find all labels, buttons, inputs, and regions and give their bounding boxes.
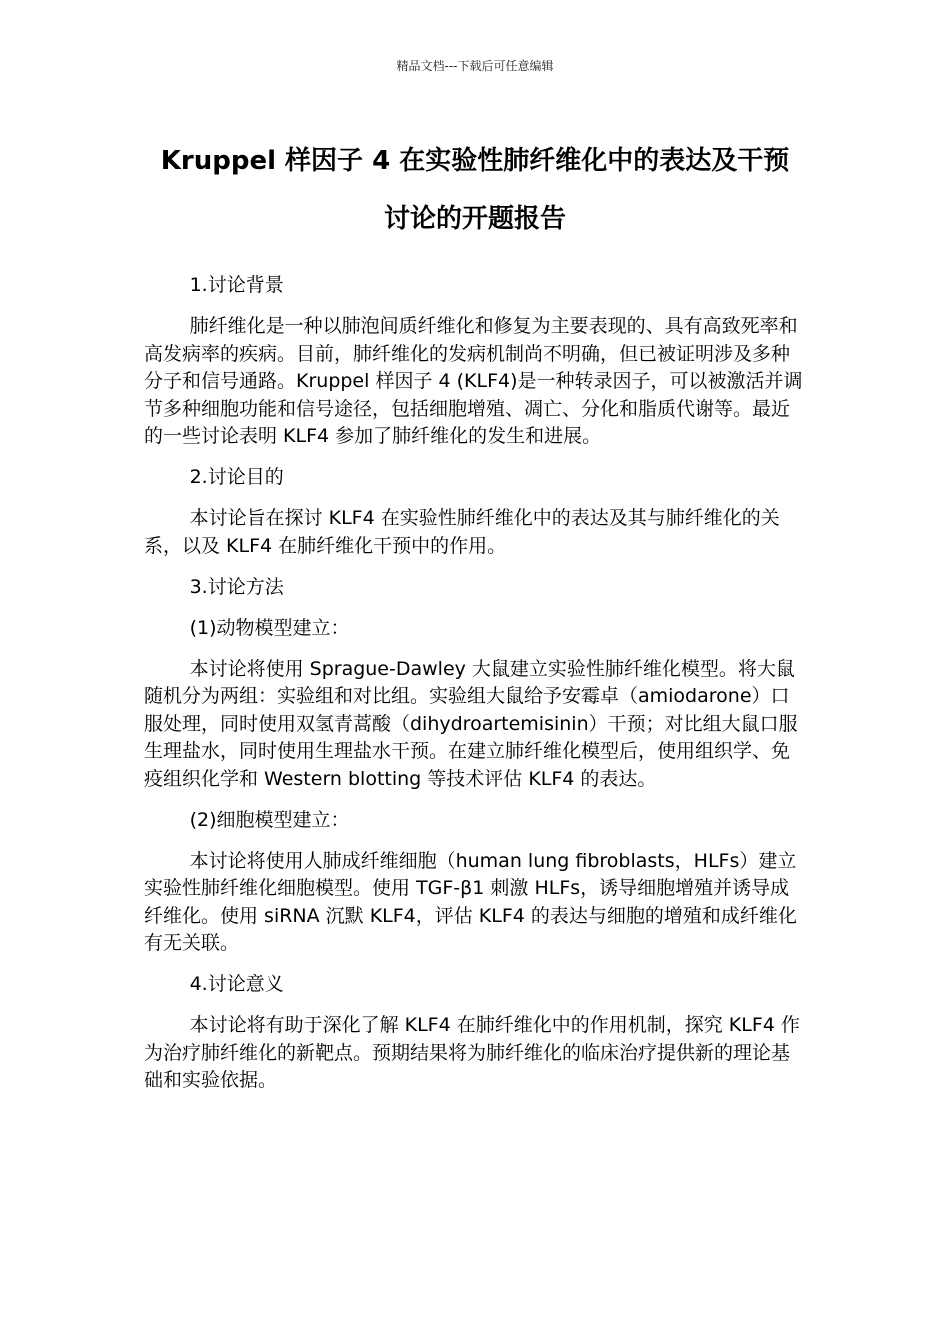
subheading-cell-model: (2)细胞模型建立： <box>189 808 350 831</box>
title-line-1: Kruppel 样因子 4 在实验性肺纤维化中的表达及干预 <box>160 146 790 176</box>
document-title <box>120 132 830 248</box>
section-heading-significance: 4.讨论意义 <box>189 973 284 995</box>
section-heading-methods: 3.讨论方法 <box>189 575 284 598</box>
subheading-animal-model: (1)动物模型建立： <box>189 616 350 639</box>
paragraph-significance: 本讨论将有助于深化了解 KLF4 在肺纤维化中的作用机制，探究 KLF4 作为治疗肺纤维化的新靶点。预期结果将为肺纤维化的临床治疗提供新的理论基础和实验依据。 <box>144 1014 800 1091</box>
document-body <box>144 272 806 1108</box>
section-heading-background: 1.讨论背景 <box>189 274 284 296</box>
header-note: 精品文档---下载后可任意编辑 <box>396 59 554 73</box>
paragraph-purpose: 本讨论旨在探讨 KLF4 在实验性肺纤维化中的表达及其与肺纤维化的关系，以及 KLF4 在肺纤维化干预中的作用。 <box>144 507 780 557</box>
title-line-2: 讨论的开题报告 <box>383 204 566 234</box>
section-heading-purpose: 2.讨论目的 <box>189 466 284 488</box>
paragraph-animal-model: 本讨论将使用 Sprague-Dawley 大鼠建立实验性肺纤维化模型。将大鼠随机分为两组：实验组和对比组。实验组大鼠给予安霉卓（amiodarone）口服处理，同时使用双氢青蒿酸（dihydroartemisinin）干预；对比组大鼠口服生理盐水，同时使用生理盐水干预。在建立肺纤维化模型后，使用组织学、免疫组织化学和 Western blotting 等技术评估 KLF4 的表达。 <box>144 657 798 790</box>
paragraph-cell-model: 本讨论将使用人肺成纤维细胞（human lung fibroblasts，HLFs）建立实验性肺纤维化细胞模型。使用 TGF-β1 刺激 HLFs，诱导细胞增殖并诱导成纤维化。使用 siRNA 沉默 KLF4，评估 KLF4 的表达与细胞的增殖和成纤维化有无关联。 <box>144 849 797 954</box>
paragraph-background: 肺纤维化是一种以肺泡间质纤维化和修复为主要表现的、具有高致死率和高发病率的疾病。目前，肺纤维化的发病机制尚不明确，但已被证明涉及多种分子和信号通路。Kruppel 样因子 4 (KLF4)是一种转录因子，可以被激活并调节多种细胞功能和信号途径，包括细胞增殖、凋亡、分化和脂质代谢等。最近的一些讨论表明 KLF4 参加了肺纤维化的发生和进展。 <box>144 315 803 447</box>
